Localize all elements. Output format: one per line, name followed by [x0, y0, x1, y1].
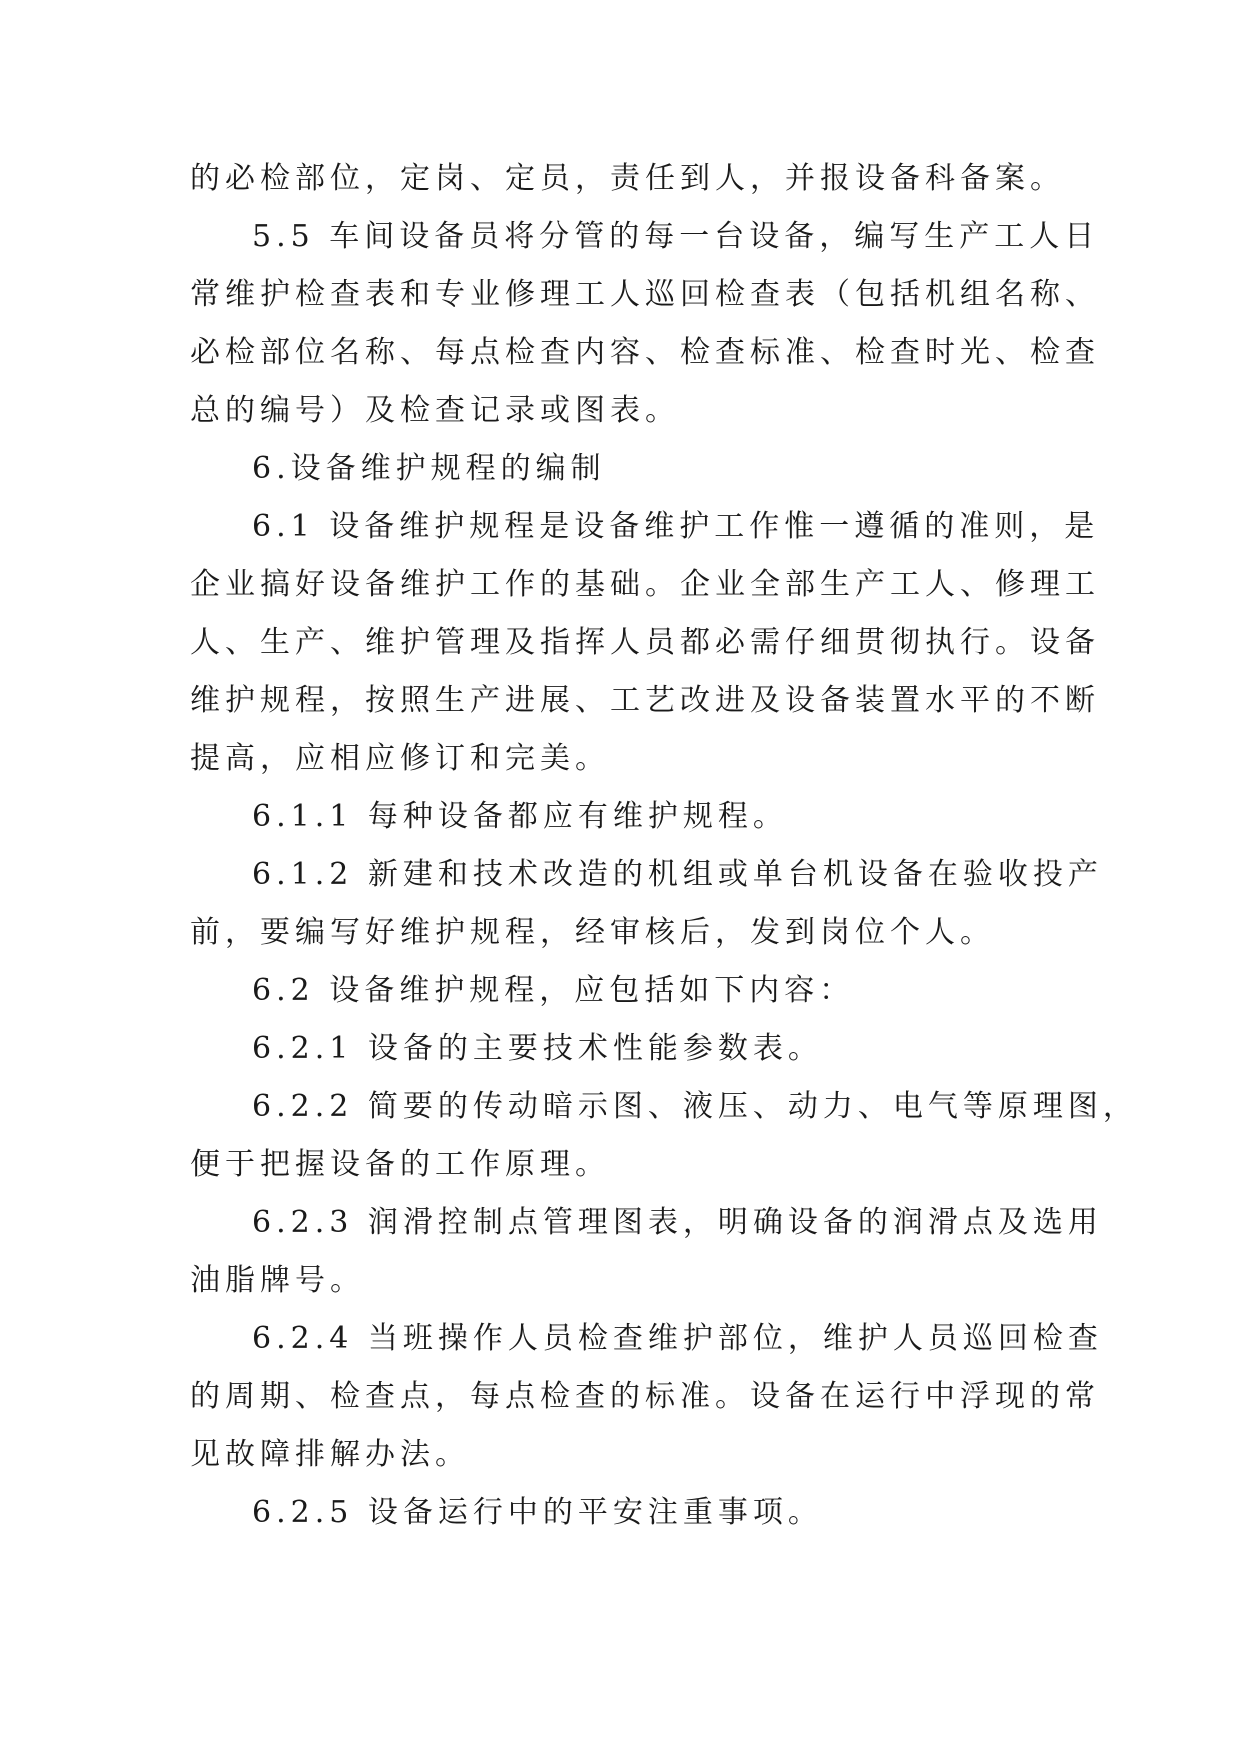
text-line: 维护规程，按照生产进展、工艺改进及设备装置水平的不断	[190, 683, 1100, 718]
text-line: 企业搞好设备维护工作的基础。企业全部生产工人、修理工	[190, 567, 1100, 602]
text-line: 便于把握设备的工作原理。	[190, 1147, 610, 1182]
document-page	[190, 150, 1138, 1542]
text-line: 6.2.1 设备的主要技术性能参数表。	[252, 1031, 823, 1066]
text-line: 5.5 车间设备员将分管的每一台设备，编写生产工人日	[252, 219, 1100, 254]
text-line: 总的编号）及检查记录或图表。	[190, 393, 680, 428]
text-line: 6.1.2 新建和技术改造的机组或单台机设备在验收投产	[252, 857, 1103, 892]
text-line: 6.2.3 润滑控制点管理图表，明确设备的润滑点及选用	[252, 1205, 1103, 1240]
section-heading: 6.设备维护规程的编制	[252, 451, 606, 486]
text-line: 油脂牌号。	[190, 1263, 365, 1298]
text-line: 常维护检查表和专业修理工人巡回检查表（包括机组名称、	[190, 277, 1100, 312]
text-line: 的必检部位，定岗、定员，责任到人，并报设备科备案。	[190, 161, 1065, 196]
text-line: 人、生产、维护管理及指挥人员都必需仔细贯彻执行。设备	[190, 625, 1100, 660]
text-line: 6.1 设备维护规程是设备维护工作惟一遵循的准则，是	[252, 509, 1100, 544]
text-line: 6.1.1 每种设备都应有维护规程。	[252, 799, 788, 834]
text-line: 的周期、检查点，每点检查的标准。设备在运行中浮现的常	[190, 1379, 1100, 1414]
text-line: 6.2 设备维护规程，应包括如下内容：	[252, 973, 855, 1008]
text-line: 必检部位名称、每点检查内容、检查标准、检查时光、检查	[190, 335, 1100, 370]
text-line: 6.2.2 简要的传动暗示图、液压、动力、电气等原理图，	[252, 1089, 1138, 1124]
text-line: 见故障排解办法。	[190, 1437, 470, 1472]
text-line: 6.2.4 当班操作人员检查维护部位，维护人员巡回检查	[252, 1321, 1103, 1356]
text-line: 前，要编写好维护规程，经审核后，发到岗位个人。	[190, 915, 995, 950]
text-line: 6.2.5 设备运行中的平安注重事项。	[252, 1495, 823, 1530]
text-line: 提高，应相应修订和完美。	[190, 741, 610, 776]
